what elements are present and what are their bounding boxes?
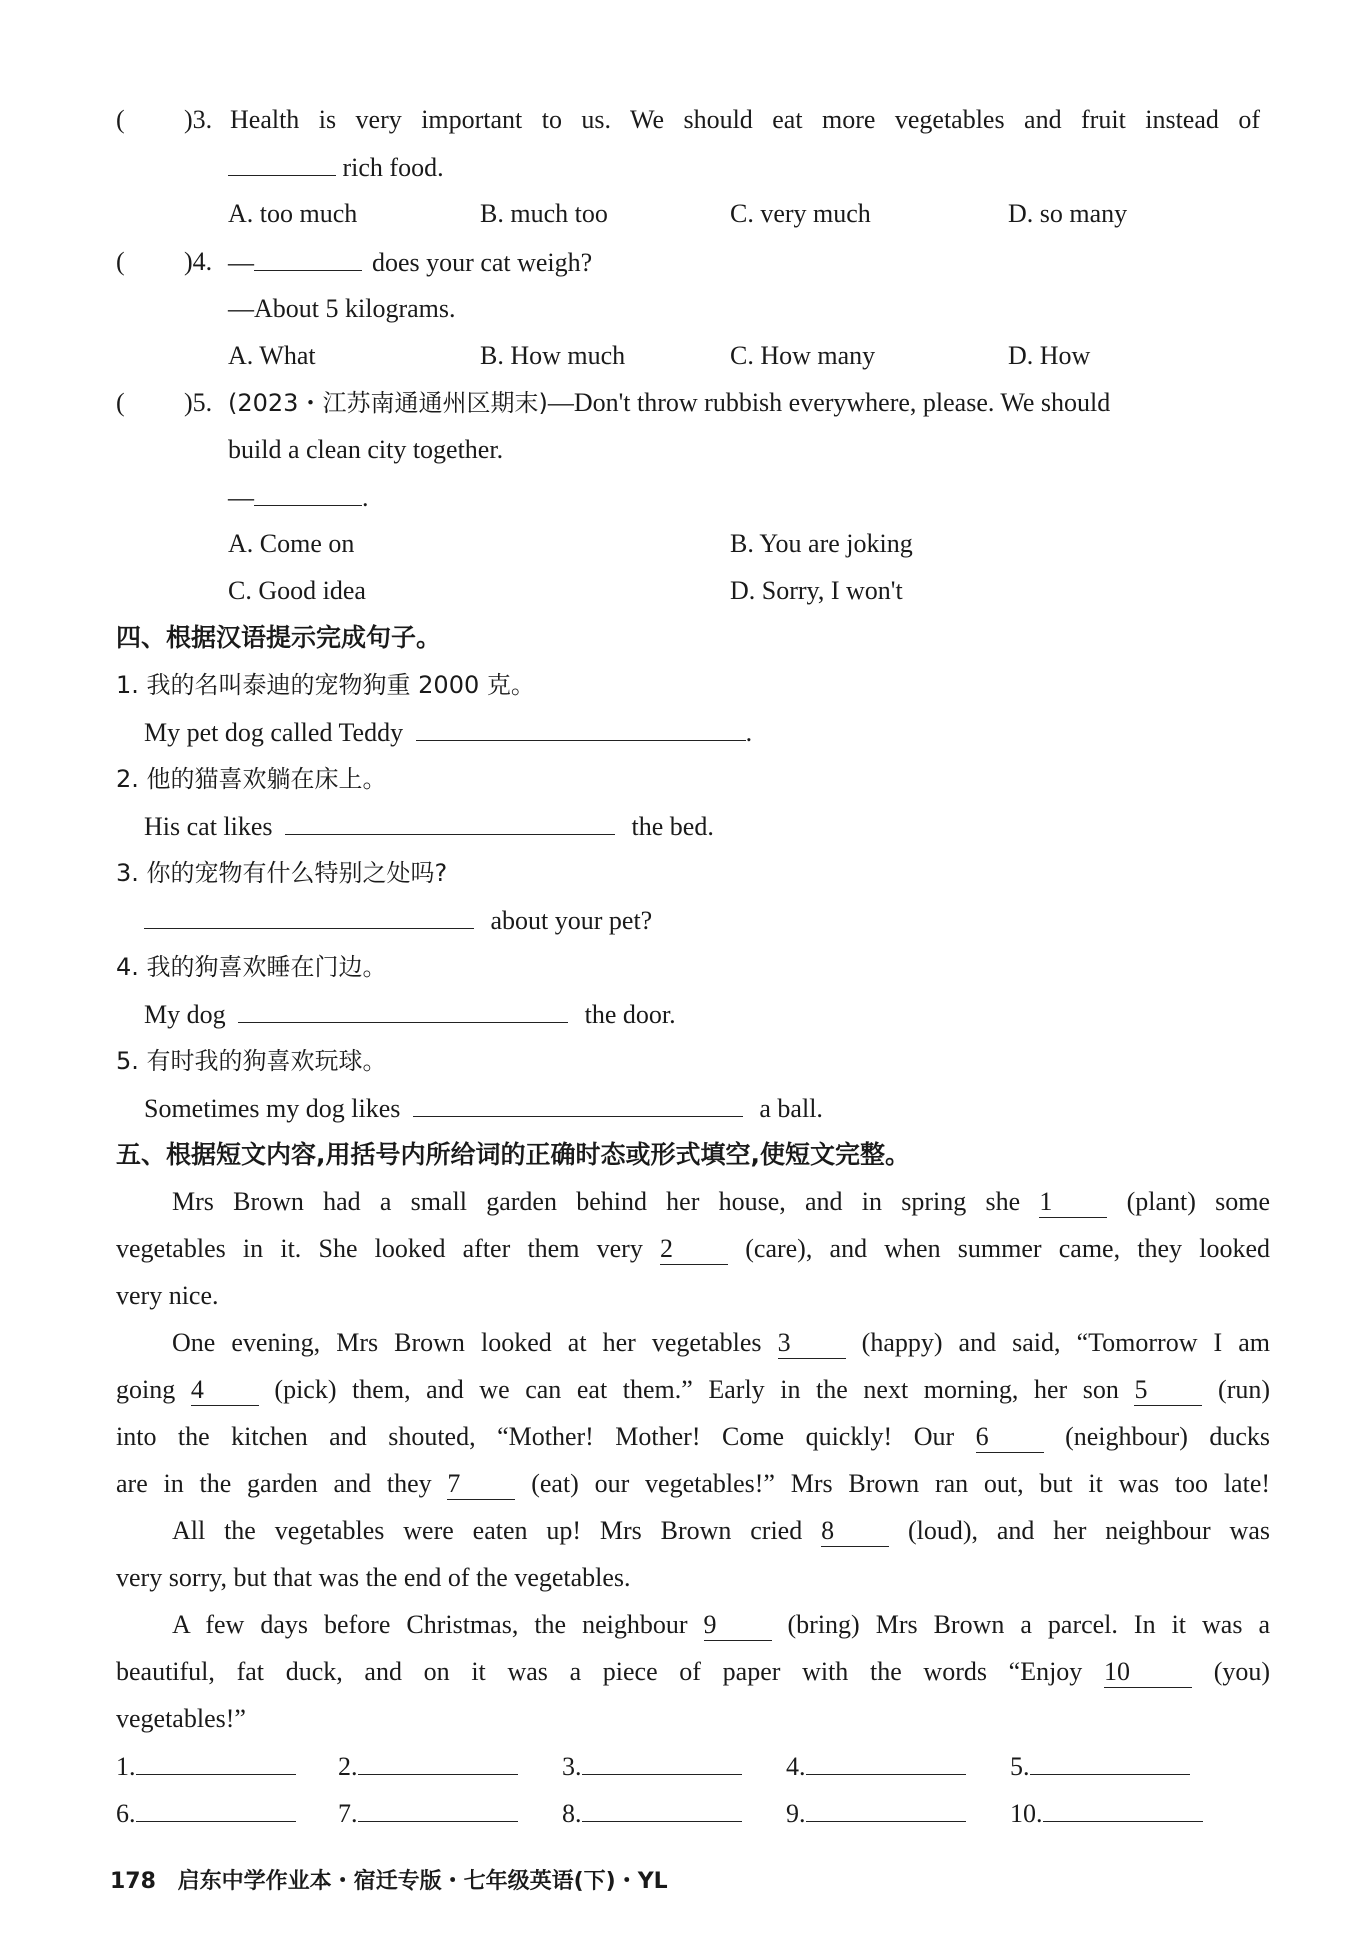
answer-line-9 — [786, 1795, 966, 1832]
question-4-stem-text: does your cat weigh? — [372, 248, 593, 277]
s4-item-3-english — [144, 902, 652, 939]
passage-text: (you) — [1213, 1657, 1271, 1686]
answer-line-8 — [562, 1795, 742, 1832]
question-5-stem-text: —Don't throw rubbish everywhere, please. We should — [547, 388, 1111, 417]
passage-blank-3[interactable]: 3 — [778, 1328, 846, 1359]
passage-text: vegetables in it. She looked after them very — [116, 1234, 643, 1263]
answer-blank[interactable] — [1030, 1748, 1190, 1775]
question-4-stem — [228, 244, 592, 281]
answer-line-5 — [1010, 1748, 1190, 1785]
passage-text: One evening, Mrs Brown looked at her vegetables — [172, 1328, 762, 1357]
s4-item-5-english — [144, 1090, 823, 1127]
passage-text: A few days before Christmas, the neighbour — [172, 1610, 688, 1639]
answer-number: 6. — [116, 1799, 136, 1828]
answer-number: 1. — [116, 1752, 136, 1781]
passage-p2-line2 — [116, 1372, 1270, 1408]
question-3-stem: Health is very important to us. We should eat more vegetables and fruit instead of — [230, 105, 1260, 134]
question-5-option-a: A. Come on — [228, 529, 355, 558]
answer-number: 4. — [786, 1752, 806, 1781]
answer-blank[interactable] — [238, 996, 568, 1023]
question-4-number: )4. — [184, 247, 213, 276]
answer-blank[interactable] — [582, 1795, 742, 1822]
answer-line-10 — [1010, 1795, 1203, 1832]
passage-p1-line1 — [172, 1184, 1270, 1220]
s4-item-1-chinese: 1. 我的名叫泰迪的宠物狗重 2000 克。 — [116, 671, 535, 699]
question-5-stem-line2: build a clean city together. — [228, 435, 504, 464]
dash: — — [228, 483, 254, 512]
question-3-number: )3. — [184, 105, 213, 134]
passage-text: (bring) Mrs Brown a parcel. In it was a — [787, 1610, 1270, 1639]
question-5-option-d: D. Sorry, I won't — [730, 576, 903, 605]
question-5-number: )5. — [184, 388, 213, 417]
question-5-bracket: ( — [116, 388, 125, 417]
sentence-start: My dog — [144, 1000, 226, 1029]
answer-blank[interactable] — [582, 1748, 742, 1775]
answer-number: 9. — [786, 1799, 806, 1828]
question-3-stem-end: rich food. — [342, 153, 444, 182]
passage-p2-line1 — [172, 1325, 1270, 1361]
s4-item-2-english — [144, 808, 714, 845]
page-number: 178 — [110, 1869, 156, 1894]
sentence-start: My pet dog called Teddy — [144, 718, 404, 747]
passage-p4-line1 — [172, 1607, 1270, 1643]
passage-text: (neighbour) ducks — [1065, 1422, 1270, 1451]
passage-text: All the vegetables were eaten up! Mrs Brown cried — [172, 1516, 803, 1545]
sentence-end: a ball. — [759, 1094, 823, 1123]
passage-text: (care), and when summer came, they looked — [745, 1234, 1271, 1263]
passage-p2-line3 — [116, 1419, 1270, 1455]
answer-blank[interactable] — [358, 1795, 518, 1822]
answer-blank[interactable] — [144, 902, 474, 929]
answer-line-6 — [116, 1795, 296, 1832]
answer-line-7 — [338, 1795, 518, 1832]
question-4-reply: —About 5 kilograms. — [228, 294, 456, 323]
sentence-start: Sometimes my dog likes — [144, 1094, 401, 1123]
passage-p4-line3: vegetables!” — [116, 1704, 246, 1733]
question-3-stem-line2 — [228, 149, 444, 186]
sentence-end: the bed. — [631, 812, 714, 841]
answer-number: 5. — [1010, 1752, 1030, 1781]
question-5-stem — [228, 385, 1110, 421]
answer-blank[interactable] — [136, 1748, 296, 1775]
passage-p3-line2: very sorry, but that was the end of the vegetables. — [116, 1563, 631, 1592]
answer-blank[interactable] — [254, 479, 362, 506]
question-3-option-d: D. so many — [1008, 199, 1128, 228]
question-5-option-c: C. Good idea — [228, 576, 366, 605]
answer-blank[interactable] — [228, 149, 336, 176]
passage-text: (pick) them, and we can eat them.” Early in the next morning, her son — [274, 1375, 1119, 1404]
dash: — — [228, 248, 254, 277]
answer-number: 3. — [562, 1752, 582, 1781]
question-5-reply — [228, 479, 369, 516]
sentence-end: the door. — [584, 1000, 676, 1029]
s4-item-4-chinese: 4. 我的狗喜欢睡在门边。 — [116, 953, 387, 981]
question-5-source: (2023・江苏南通通州区期末) — [228, 389, 548, 417]
passage-text: beautiful, fat duck, and on it was a piece of paper with the words “Enjoy — [116, 1657, 1083, 1686]
question-4-option-a: A. What — [228, 341, 316, 370]
answer-line-1 — [116, 1748, 296, 1785]
answer-line-4 — [786, 1748, 966, 1785]
passage-blank-10[interactable]: 10 — [1104, 1657, 1192, 1688]
question-3-option-b: B. much too — [480, 199, 608, 228]
answer-number: 7. — [338, 1799, 358, 1828]
s4-item-4-english — [144, 996, 676, 1033]
sentence-end: . — [745, 718, 753, 747]
answer-blank[interactable] — [254, 244, 362, 271]
question-4-bracket: ( — [116, 247, 125, 276]
passage-p1-line2 — [116, 1231, 1270, 1267]
passage-p1-line3: very nice. — [116, 1281, 219, 1310]
answer-blank[interactable] — [416, 714, 746, 741]
answer-blank[interactable] — [285, 808, 615, 835]
question-4-option-c: C. How many — [730, 341, 876, 370]
s4-item-5-chinese: 5. 有时我的狗喜欢玩球。 — [116, 1047, 387, 1075]
book-title: 启东中学作业本・宿迁专版・七年级英语(下)・YL — [177, 1869, 668, 1894]
passage-p2-line4 — [116, 1466, 1270, 1502]
passage-blank-7[interactable]: 7 — [447, 1469, 515, 1500]
passage-text: (eat) our vegetables!” Mrs Brown ran out, but it was too late! — [531, 1469, 1271, 1498]
answer-blank[interactable] — [1043, 1795, 1203, 1822]
answer-number: 8. — [562, 1799, 582, 1828]
section-4-heading: 四、根据汉语提示完成句子。 — [116, 623, 442, 652]
answer-blank[interactable] — [806, 1748, 966, 1775]
question-4-option-b: B. How much — [480, 341, 626, 370]
passage-text: (happy) and said, “Tomorrow I am — [861, 1328, 1271, 1357]
s4-item-3-chinese: 3. 你的宠物有什么特别之处吗? — [116, 859, 448, 887]
section-5-heading: 五、根据短文内容,用括号内所给词的正确时态或形式填空,使短文完整。 — [116, 1140, 910, 1169]
answer-number: 2. — [338, 1752, 358, 1781]
answer-line-3 — [562, 1748, 742, 1785]
passage-text: going — [116, 1375, 176, 1404]
sentence-start: His cat likes — [144, 812, 273, 841]
answer-blank[interactable] — [806, 1795, 966, 1822]
question-4-option-d: D. How — [1008, 341, 1091, 370]
answer-blank[interactable] — [358, 1748, 518, 1775]
passage-text: are in the garden and they — [116, 1469, 432, 1498]
answer-line-2 — [338, 1748, 518, 1785]
passage-text: Mrs Brown had a small garden behind her house, and in spring she — [172, 1187, 1021, 1216]
s4-item-2-chinese: 2. 他的猫喜欢躺在床上。 — [116, 765, 387, 793]
sentence-end: about your pet? — [490, 906, 653, 935]
answer-number: 10. — [1010, 1799, 1043, 1828]
passage-blank-9[interactable]: 9 — [704, 1610, 772, 1641]
passage-blank-5[interactable]: 5 — [1134, 1375, 1202, 1406]
passage-blank-4[interactable]: 4 — [191, 1375, 259, 1406]
passage-blank-8[interactable]: 8 — [821, 1516, 889, 1547]
answer-blank[interactable] — [413, 1090, 743, 1117]
passage-text: (loud), and her neighbour was — [907, 1516, 1270, 1545]
passage-blank-6[interactable]: 6 — [976, 1422, 1044, 1453]
passage-text: into the kitchen and shouted, “Mother! Mother! Come quickly! Our — [116, 1422, 955, 1451]
passage-blank-1[interactable]: 1 — [1039, 1187, 1107, 1218]
passage-blank-2[interactable]: 2 — [660, 1234, 728, 1265]
passage-p3-line1 — [172, 1513, 1270, 1549]
question-5-option-b: B. You are joking — [730, 529, 913, 558]
passage-text: (run) — [1218, 1375, 1271, 1404]
s4-item-1-english — [144, 714, 752, 751]
page-footer — [110, 1864, 668, 1895]
period: . — [362, 483, 369, 512]
passage-p4-line2 — [116, 1654, 1270, 1690]
question-3-option-a: A. too much — [228, 199, 358, 228]
answer-blank[interactable] — [136, 1795, 296, 1822]
passage-text: (plant) some — [1126, 1187, 1271, 1216]
question-3-bracket: ( — [116, 105, 125, 134]
question-3-option-c: C. very much — [730, 199, 871, 228]
